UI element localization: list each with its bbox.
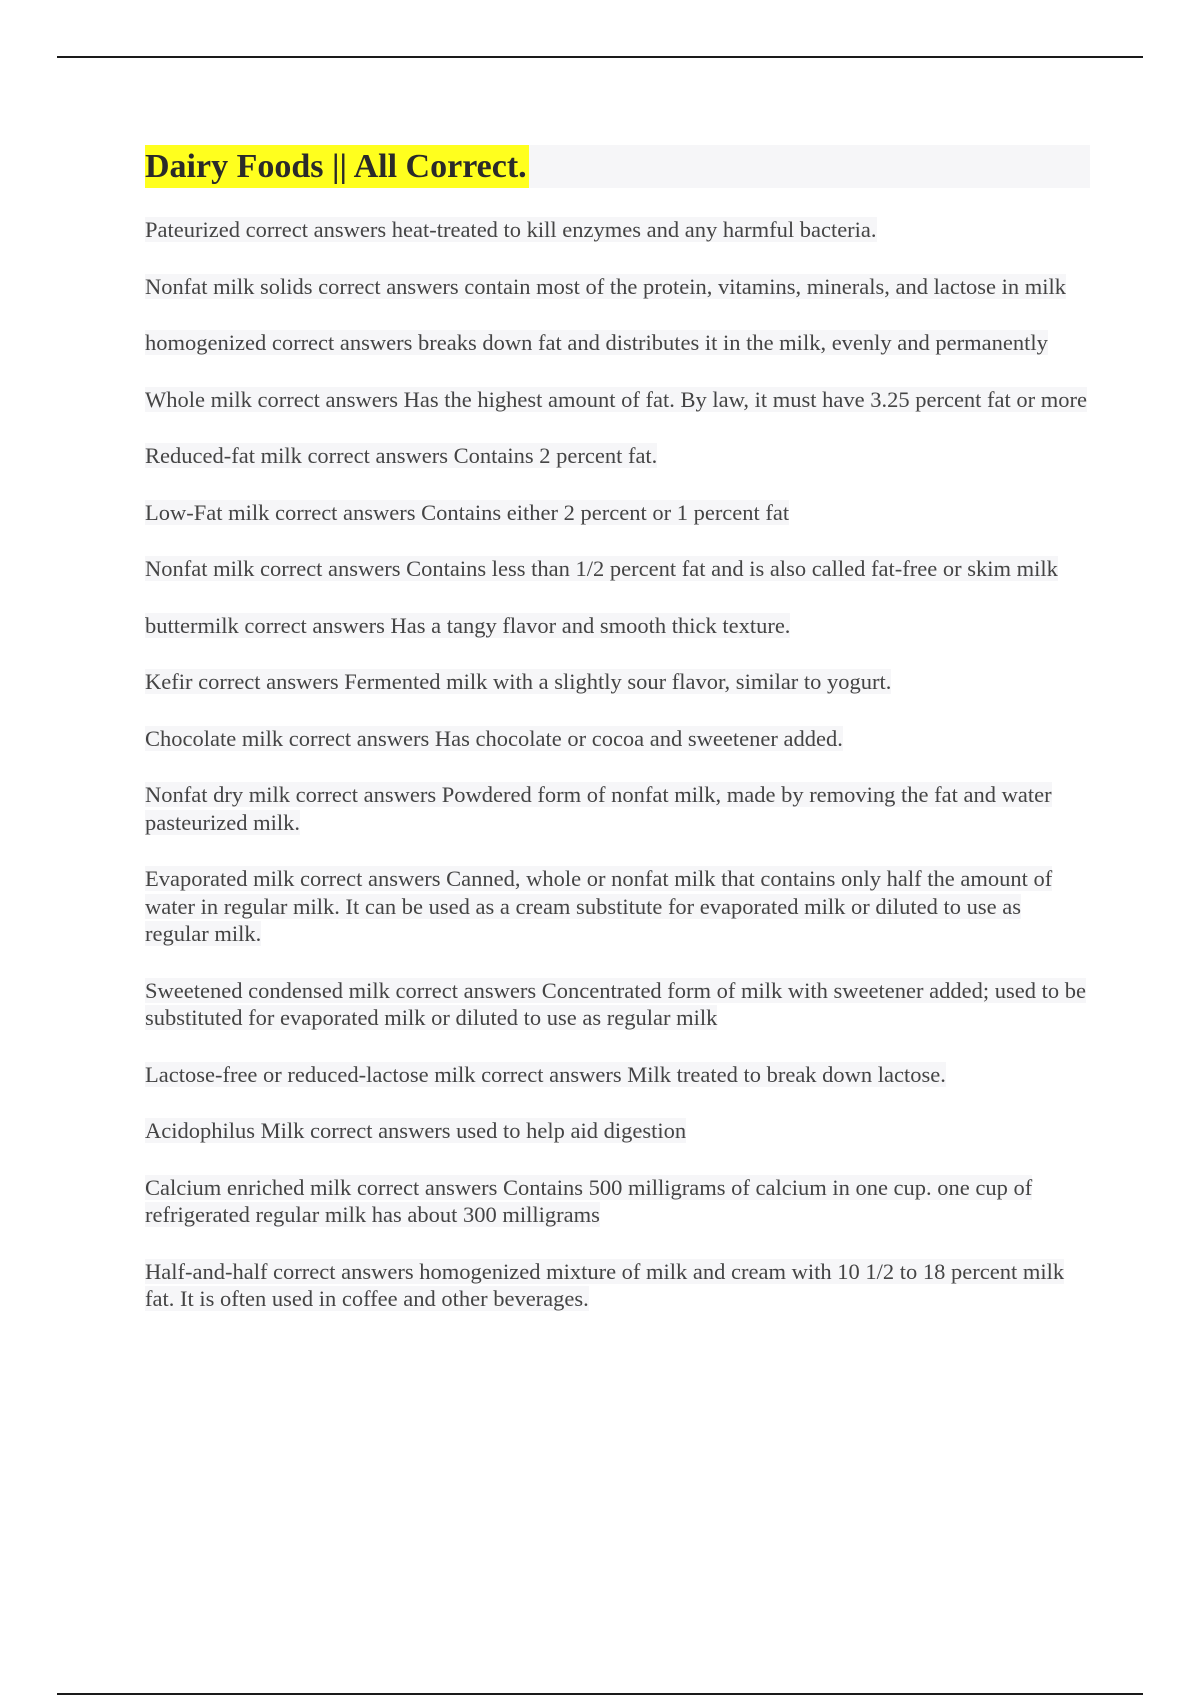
qa-item-text: Sweetened condensed milk correct answers Concentrated form of milk with sweetener added; used to be substituted for evaporated milk or diluted to use as regular milk <box>145 977 1086 1030</box>
qa-item <box>145 216 1090 244</box>
qa-item <box>145 386 1090 414</box>
qa-item-text: Whole milk correct answers Has the highest amount of fat. By law, it must have 3.25 percent fat or more <box>145 386 1088 412</box>
qa-item <box>145 781 1090 836</box>
qa-item <box>145 668 1090 696</box>
qa-item <box>145 273 1090 301</box>
qa-item <box>145 865 1090 948</box>
qa-item <box>145 1174 1090 1229</box>
qa-item-text: Nonfat dry milk correct answers Powdered form of nonfat milk, made by removing the fat and water pasteurized milk. <box>145 782 1052 835</box>
qa-item-text: Chocolate milk correct answers Has chocolate or cocoa and sweetener added. <box>145 725 843 751</box>
title-band <box>145 145 1090 188</box>
qa-item-text: Nonfat milk solids correct answers contain most of the protein, vitamins, minerals, and lactose in milk <box>145 273 1067 299</box>
qa-item-text: Calcium enriched milk correct answers Contains 500 milligrams of calcium in one cup. one cup of refrigerated regular milk has about 300 milligrams <box>145 1174 1033 1227</box>
qa-item <box>145 1258 1090 1313</box>
qa-item-text: Reduced-fat milk correct answers Contains 2 percent fat. <box>145 443 658 468</box>
qa-item-text: Kefir correct answers Fermented milk with a slightly sour flavor, similar to yogurt. <box>145 669 892 694</box>
document-body <box>145 145 1090 1342</box>
document-title: Dairy Foods || All Correct. <box>145 145 529 188</box>
qa-item <box>145 977 1090 1032</box>
qa-item-text: Pateurized correct answers heat-treated to kill enzymes and any harmful bacteria. <box>145 217 877 242</box>
qa-item-text: Evaporated milk correct answers Canned, whole or nonfat milk that contains only half the amount of water in regular milk. It can be used as a cream substitute for evaporated milk or diluted to use as regular milk. <box>145 866 1053 946</box>
qa-item <box>145 499 1090 527</box>
qa-item <box>145 612 1090 640</box>
qa-item <box>145 442 1090 470</box>
qa-item <box>145 1117 1090 1145</box>
qa-item <box>145 555 1090 583</box>
qa-item-text: Acidophilus Milk correct answers used to help aid digestion <box>145 1118 687 1143</box>
qa-item <box>145 329 1090 357</box>
top-divider <box>57 56 1143 58</box>
qa-item-text: Lactose-free or reduced-lactose milk correct answers Milk treated to break down lactose. <box>145 1061 946 1087</box>
qa-item-text: Nonfat milk correct answers Contains less than 1/2 percent fat and is also called fat-free or skim milk <box>145 556 1058 581</box>
qa-item-text: homogenized correct answers breaks down fat and distributes it in the milk, evenly and permanently <box>145 330 1048 355</box>
qa-item <box>145 1061 1090 1089</box>
qa-item-text: Half-and-half correct answers homogenized mixture of milk and cream with 10 1/2 to 18 percent milk fat. It is often used in coffee and other beverages. <box>145 1258 1065 1311</box>
qa-item <box>145 725 1090 753</box>
qa-item-text: Low-Fat milk correct answers Contains either 2 percent or 1 percent fat <box>145 499 790 525</box>
qa-item-text: buttermilk correct answers Has a tangy flavor and smooth thick texture. <box>145 612 791 638</box>
bottom-divider <box>57 1693 1143 1695</box>
